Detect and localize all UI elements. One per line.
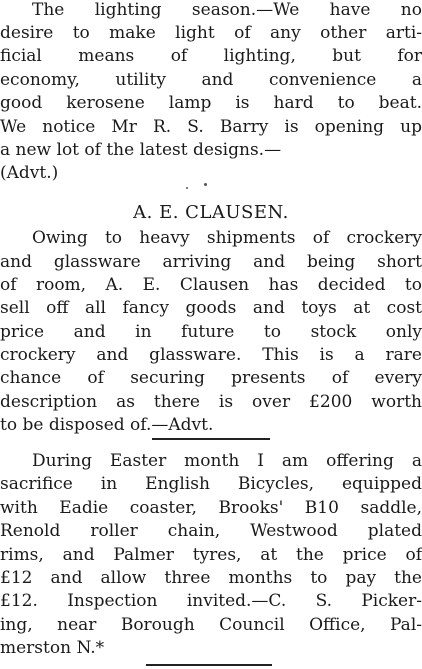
- article-line: chance of securing presents of every: [0, 368, 422, 388]
- article-line: ing, near Borough Council Office, Pal-: [0, 615, 422, 635]
- article-line: desire to make light of any other arti-: [0, 23, 422, 43]
- article-line: economy, utility and convenience a: [0, 70, 422, 90]
- article-line: £12. Inspection invited.—C. S. Picker-: [0, 591, 422, 611]
- article-line: ficial means of lighting, but for: [0, 46, 422, 66]
- article-line: The lighting season.—We have no: [32, 0, 422, 20]
- article-line: sacrifice in English Bicycles, equipped: [0, 474, 422, 494]
- article-line: During Easter month I am offering a: [32, 451, 422, 471]
- article-line: to be disposed of.—Advt.: [0, 415, 214, 435]
- print-speck: [186, 187, 188, 189]
- article-heading: A. E. CLAUSEN.: [133, 202, 289, 223]
- article-line: We notice Mr R. S. Barry is opening up: [0, 117, 422, 137]
- article-line: (Advt.): [0, 163, 59, 183]
- article-line: £12 and allow three months to pay the: [0, 568, 422, 588]
- print-speck: [204, 183, 207, 186]
- article-line: price and in future to stock only: [0, 322, 422, 342]
- article-line: and glassware arriving and being short: [0, 252, 422, 272]
- article-line: of room, A. E. Clausen has decided to: [0, 275, 422, 295]
- column-divider: [152, 438, 270, 440]
- article-line: crockery and glassware. This is a rare: [0, 345, 422, 365]
- article-line: Owing to heavy shipments of crockery: [32, 228, 422, 248]
- article-line: rims, and Palmer tyres, at the price of: [0, 545, 422, 565]
- article-line: good kerosene lamp is hard to beat.: [0, 93, 422, 113]
- column-divider: [146, 664, 272, 666]
- article-line: sell off all fancy goods and toys at cost: [0, 298, 422, 318]
- article-line: merston N.*: [0, 638, 105, 658]
- article-line: Renold roller chain, Westwood plated: [0, 521, 422, 541]
- article-line: a new lot of the latest designs.—: [0, 140, 282, 160]
- article-line: description as there is over £200 worth: [0, 392, 422, 412]
- article-line: with Eadie coaster, Brooks' B10 saddle,: [0, 498, 422, 518]
